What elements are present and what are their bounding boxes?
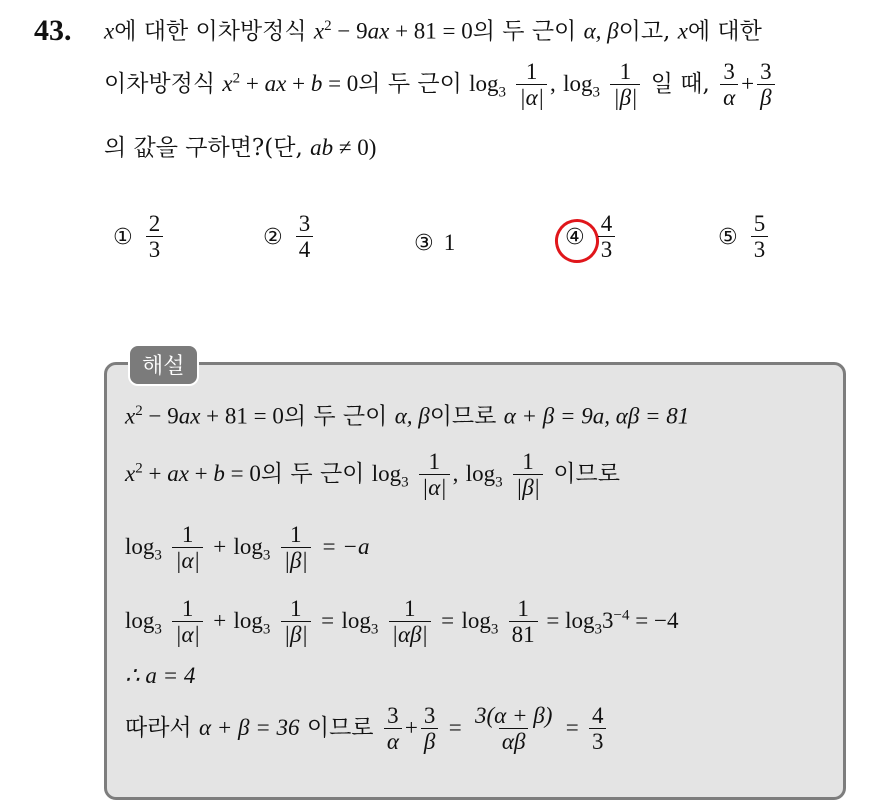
var-b: b bbox=[310, 71, 323, 97]
text: 이므로 bbox=[553, 461, 620, 488]
denominator: β bbox=[421, 728, 438, 754]
fraction bbox=[296, 212, 314, 262]
log: log bbox=[469, 71, 499, 97]
denominator: α bbox=[384, 728, 402, 754]
solution-line-4 bbox=[125, 597, 678, 647]
text: + bbox=[142, 461, 168, 487]
log-base: 3 bbox=[594, 621, 603, 638]
text: = log bbox=[540, 608, 595, 634]
solution-line-3 bbox=[125, 523, 369, 573]
comma: , bbox=[452, 461, 459, 487]
var-ax: ax bbox=[167, 461, 189, 487]
fraction bbox=[751, 212, 769, 262]
text: = −4 bbox=[629, 608, 679, 634]
numerator: 1 bbox=[181, 596, 194, 621]
denominator: |α| bbox=[172, 547, 203, 573]
text: 의 두 근이 bbox=[283, 403, 395, 430]
choice-4[interactable] bbox=[565, 212, 618, 262]
numerator: 3 bbox=[423, 703, 436, 728]
var-x: x bbox=[222, 71, 233, 97]
denominator: α bbox=[720, 84, 738, 110]
numerator: 3 bbox=[387, 703, 399, 728]
numerator: 1 bbox=[522, 449, 534, 474]
log: log bbox=[341, 608, 371, 634]
numerator: 1 bbox=[404, 596, 416, 621]
numerator: 5 bbox=[753, 211, 766, 236]
fraction bbox=[516, 60, 547, 110]
equals: = bbox=[321, 608, 335, 634]
fraction bbox=[513, 450, 543, 500]
text: 의 두 근이 bbox=[260, 461, 372, 488]
choice-value: 1 bbox=[443, 230, 456, 255]
fraction bbox=[598, 212, 616, 262]
numerator: 1 bbox=[517, 596, 529, 621]
denominator: 3 bbox=[589, 728, 607, 754]
log-base: 3 bbox=[498, 84, 506, 101]
log: log bbox=[125, 534, 155, 560]
solution-line-2 bbox=[125, 450, 620, 500]
numerator: 4 bbox=[591, 703, 604, 728]
exponent: 2 bbox=[232, 70, 241, 87]
text: 일 때, bbox=[643, 71, 710, 98]
roots: α, β bbox=[394, 403, 430, 429]
fraction bbox=[172, 597, 203, 647]
text: 따라서 bbox=[125, 715, 199, 742]
text: = 0 bbox=[224, 461, 261, 487]
denominator: |β| bbox=[281, 547, 311, 573]
text: + 81 = 0 bbox=[200, 403, 284, 429]
plus: + bbox=[213, 608, 227, 634]
comma: , bbox=[550, 71, 556, 97]
text: 이차방정식 bbox=[104, 71, 223, 98]
log: log bbox=[371, 461, 402, 487]
choice-mark: ① bbox=[113, 224, 133, 250]
choice-3[interactable] bbox=[414, 230, 455, 256]
var-x: x bbox=[104, 18, 115, 44]
text: 이고, bbox=[618, 18, 678, 45]
solution-tag: 해설 bbox=[128, 344, 199, 386]
log-base: 3 bbox=[370, 621, 379, 638]
log: log bbox=[563, 71, 593, 97]
log-base: 3 bbox=[154, 621, 162, 638]
log-base: 3 bbox=[154, 547, 162, 564]
equals: = bbox=[441, 608, 455, 634]
choice-2[interactable] bbox=[263, 212, 316, 262]
denominator: 3 bbox=[751, 236, 769, 262]
solution-line-1 bbox=[125, 404, 689, 429]
var-b: b bbox=[213, 461, 225, 487]
fraction bbox=[509, 597, 538, 647]
fraction bbox=[281, 523, 311, 573]
text: = 0 bbox=[322, 71, 359, 97]
exponent: 2 bbox=[324, 18, 332, 34]
fraction bbox=[419, 450, 450, 500]
var-x: x bbox=[677, 18, 688, 44]
problem-number: 43. bbox=[34, 14, 72, 47]
denominator: 3 bbox=[146, 236, 164, 262]
text: 의 두 근이 bbox=[358, 71, 470, 98]
numerator: 3(α + β) bbox=[475, 703, 553, 728]
denominator: 81 bbox=[509, 621, 538, 647]
problem-line-3 bbox=[104, 136, 376, 160]
solution-line-5: ∴ a = 4 bbox=[125, 663, 196, 688]
numerator: 3 bbox=[760, 59, 772, 84]
numerator: 1 bbox=[290, 596, 302, 621]
log-base: 3 bbox=[262, 621, 271, 638]
choice-mark: ③ bbox=[414, 230, 434, 256]
fraction bbox=[589, 704, 607, 754]
denominator: |β| bbox=[513, 474, 543, 500]
denominator: 3 bbox=[598, 236, 616, 262]
numerator: 1 bbox=[428, 449, 441, 474]
text: − 9 bbox=[142, 403, 179, 429]
denominator: 4 bbox=[296, 236, 314, 262]
equals: = bbox=[565, 715, 579, 741]
var-x: x bbox=[313, 18, 325, 44]
text: + bbox=[240, 71, 265, 97]
plus: + bbox=[741, 71, 755, 97]
choice-1[interactable] bbox=[113, 212, 166, 262]
text: 에 대한 이차방정식 bbox=[114, 18, 314, 45]
denominator: |α| bbox=[419, 474, 450, 500]
var-x: x bbox=[125, 461, 136, 487]
problem-line-2 bbox=[104, 60, 778, 110]
denominator: αβ bbox=[499, 728, 529, 754]
fraction bbox=[146, 212, 164, 262]
log-base: 3 bbox=[401, 474, 409, 491]
plus: + bbox=[404, 715, 418, 741]
log: log bbox=[233, 534, 263, 560]
denominator: β bbox=[757, 84, 774, 110]
choice-5[interactable] bbox=[718, 212, 771, 262]
fraction bbox=[757, 60, 775, 110]
text: 이므로 bbox=[299, 715, 381, 742]
fraction bbox=[172, 523, 203, 573]
denominator: |α| bbox=[172, 621, 203, 647]
denominator: |β| bbox=[610, 84, 640, 110]
fraction bbox=[720, 60, 738, 110]
fraction bbox=[281, 597, 311, 647]
var-x: x bbox=[125, 403, 136, 429]
fraction bbox=[421, 704, 439, 754]
fraction bbox=[384, 704, 402, 754]
exponent: −4 bbox=[613, 607, 630, 624]
text: 의 두 근이 bbox=[472, 18, 584, 45]
text: 에 대한 bbox=[687, 18, 762, 45]
exponent: 2 bbox=[135, 460, 143, 477]
numerator: 2 bbox=[148, 211, 161, 236]
log-base: 3 bbox=[495, 474, 503, 491]
fraction bbox=[610, 60, 640, 110]
denominator: |αβ| bbox=[389, 621, 431, 647]
text: + bbox=[286, 71, 311, 97]
numerator: 3 bbox=[723, 59, 735, 84]
numerator: 1 bbox=[290, 522, 302, 547]
var-ax: ax bbox=[367, 18, 390, 44]
choice-mark: ④ bbox=[565, 224, 585, 250]
log: log bbox=[233, 608, 263, 634]
roots: α, β bbox=[583, 18, 619, 44]
log: log bbox=[461, 608, 491, 634]
numerator: 1 bbox=[525, 59, 538, 84]
denominator: |β| bbox=[281, 621, 311, 647]
log-base: 3 bbox=[490, 621, 499, 638]
log: log bbox=[125, 608, 155, 634]
text: − 9 bbox=[331, 18, 368, 44]
numerator: 1 bbox=[181, 522, 194, 547]
equals: = bbox=[448, 715, 462, 741]
solution-line-6 bbox=[125, 704, 609, 754]
text: = −a bbox=[321, 534, 370, 560]
text: 이므로 bbox=[429, 403, 504, 430]
log: log bbox=[465, 461, 496, 487]
text: 의 값을 구하면?(단, bbox=[104, 135, 311, 161]
plus: + bbox=[213, 534, 227, 560]
exponent: 2 bbox=[135, 403, 143, 419]
fraction bbox=[472, 704, 555, 754]
log-base: 3 bbox=[592, 84, 600, 101]
var-ax: ax bbox=[178, 403, 201, 429]
numerator: 4 bbox=[600, 211, 613, 236]
numerator: 1 bbox=[619, 59, 632, 84]
numerator: 3 bbox=[298, 211, 311, 236]
text: + bbox=[188, 461, 214, 487]
text: 3 bbox=[602, 608, 614, 634]
text: + 81 = 0 bbox=[389, 18, 473, 44]
sum: α + β = 36 bbox=[198, 715, 300, 741]
denominator: |α| bbox=[516, 84, 547, 110]
vieta: α + β = 9a, αβ = 81 bbox=[503, 403, 690, 429]
choice-mark: ② bbox=[263, 224, 283, 250]
var-ax: ax bbox=[264, 71, 287, 97]
var-ab: ab bbox=[310, 135, 334, 160]
text: ≠ 0) bbox=[333, 135, 377, 160]
fraction bbox=[389, 597, 431, 647]
choice-mark: ⑤ bbox=[718, 224, 738, 250]
log-base: 3 bbox=[262, 547, 271, 564]
problem-line-1 bbox=[104, 19, 762, 44]
